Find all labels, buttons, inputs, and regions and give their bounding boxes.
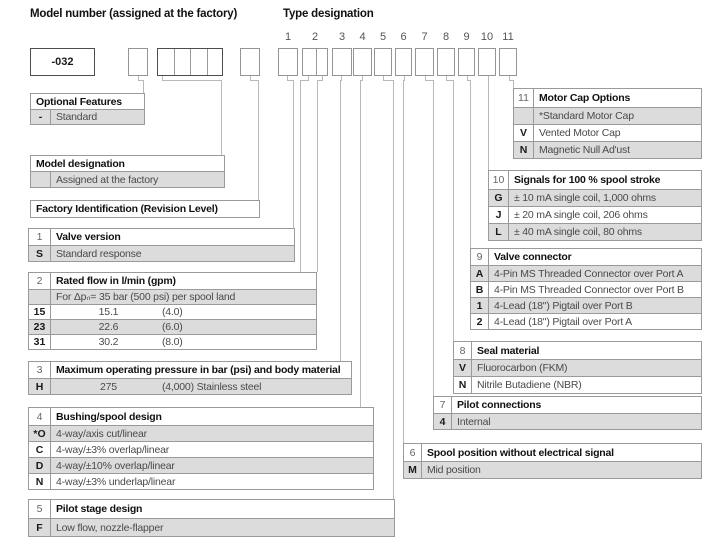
row-desc [422, 462, 701, 478]
row-desc-text: Assigned at the factory [56, 173, 159, 186]
row-desc [489, 282, 701, 297]
row-code: G [489, 190, 509, 206]
table-t6 [403, 443, 702, 479]
row-desc-text: Mid position [427, 464, 481, 476]
table-row [454, 359, 701, 376]
row-desc [51, 519, 394, 536]
table-header-row [454, 342, 701, 359]
row-desc [472, 377, 701, 393]
table-t9 [470, 248, 702, 330]
connector-line [300, 80, 301, 272]
row-desc-text: 4-Pin MS Threaded Connector over Port A [494, 267, 684, 280]
row-desc [534, 125, 701, 141]
row-desc-text: ± 10 mA single coil, 1,000 ohms [514, 192, 656, 204]
row-paren-value: (8.0) [162, 336, 183, 348]
row-desc-text: Vented Motor Cap [539, 127, 621, 139]
table-header-row [489, 171, 701, 189]
row-code: L [489, 224, 509, 240]
table-number: 5 [29, 500, 51, 518]
table-title-text: Valve version [56, 231, 121, 243]
table-title [31, 201, 259, 217]
row-desc-text: Standard [56, 111, 98, 123]
table-number: 11 [514, 89, 534, 107]
table-row [454, 376, 701, 393]
row-code: B [471, 282, 489, 297]
type-box-7 [415, 48, 434, 76]
model-designation-box-group [157, 48, 223, 76]
table-title [31, 94, 144, 109]
row-code: A [471, 266, 489, 281]
table-row [471, 265, 701, 281]
model-number-value: -032 [51, 56, 74, 68]
table-row [471, 281, 701, 297]
type-box-9 [458, 48, 475, 76]
type-box-1 [278, 48, 298, 76]
connector-elbow [162, 80, 222, 81]
row-code: 4 [434, 414, 452, 429]
table-title-text: Model designation [36, 157, 125, 170]
row-desc [472, 360, 701, 376]
table-row [514, 124, 701, 141]
table-title [51, 408, 373, 425]
row-code: N [454, 377, 472, 393]
row-value: 15.1 [98, 306, 119, 318]
position-number: 1 [284, 31, 292, 43]
table-header-row [29, 273, 316, 289]
row-desc-text: 4-Pin MS Threaded Connector over Port B [494, 283, 684, 296]
type-box-3 [332, 48, 352, 76]
table-t2 [28, 272, 317, 350]
table-row [29, 473, 373, 489]
row-desc-text: Magnetic Null Ad'ust [539, 144, 630, 156]
table-header-row [29, 408, 373, 425]
row-desc-text: 4-way/±3% overlap/linear [56, 443, 170, 456]
type-box-6 [395, 48, 412, 76]
row-code: J [489, 207, 509, 223]
table-model-designation [30, 155, 225, 188]
row-desc-text: Internal [457, 415, 491, 428]
row-desc [489, 314, 701, 329]
row-value: 22.6 [98, 321, 119, 333]
row-code: V [454, 360, 472, 376]
table-number: 7 [434, 397, 452, 413]
position-number: 2 [311, 31, 319, 43]
table-title [51, 500, 394, 518]
row-code: - [31, 110, 51, 124]
table-title [51, 362, 351, 378]
position-number: 8 [442, 31, 450, 43]
table-number: 3 [29, 362, 51, 378]
table-row [31, 171, 224, 187]
row-desc [534, 142, 701, 158]
row-paren-value: (4,000) Stainless steel [162, 380, 262, 393]
optional-features-box [128, 48, 148, 76]
box-divider [207, 49, 208, 75]
row-desc [452, 414, 701, 429]
table-title [472, 342, 701, 359]
row-desc-text: ± 20 mA single coil, 206 ohms [514, 209, 648, 221]
row-desc-text: 4-way/axis cut/linear [56, 427, 147, 440]
table-t7 [433, 396, 702, 430]
table-header-row [31, 94, 144, 109]
row-code: M [404, 462, 422, 478]
table-title [422, 444, 701, 461]
row-value: 275 [100, 380, 117, 393]
row-code: 31 [29, 335, 51, 349]
row-code [514, 108, 534, 124]
box-divider [174, 49, 175, 75]
type-box-8 [437, 48, 455, 76]
factory-identification-box [240, 48, 260, 76]
table-title-text: Signals for 100 % spool stroke [514, 174, 661, 186]
row-desc [509, 207, 701, 223]
row-code: D [29, 458, 51, 473]
table-row [489, 206, 701, 223]
table-optional-features [30, 93, 145, 125]
table-t10 [488, 170, 702, 241]
table-header-row [404, 444, 701, 461]
row-paren-value: (4.0) [162, 306, 183, 318]
table-row [29, 457, 373, 473]
row-desc-text: Fluorocarbon (FKM) [477, 362, 568, 374]
connector-line [143, 80, 144, 93]
type-box-10 [478, 48, 496, 76]
connector-line [221, 80, 222, 155]
table-row [29, 441, 373, 457]
row-desc [51, 110, 144, 124]
row-desc-text: *Standard Motor Cap [539, 110, 634, 122]
table-title-text: Bushing/spool design [56, 410, 162, 423]
connector-line [340, 80, 341, 361]
row-desc [534, 108, 701, 124]
table-t1 [28, 228, 295, 262]
table-header-row [29, 362, 351, 378]
position-number: 11 [502, 31, 514, 43]
row-desc-text: 4-way/±3% underlap/linear [56, 475, 176, 488]
table-title [51, 229, 294, 245]
table-header-row [471, 249, 701, 265]
row-code: N [514, 142, 534, 158]
table-row [29, 304, 316, 319]
box-divider [316, 49, 317, 75]
row-desc-text: ± 40 mA single coil, 80 ohms [514, 226, 642, 238]
model-number-heading: Model number (assigned at the factory) [30, 8, 238, 20]
table-title-text: Pilot connections [457, 399, 542, 411]
row-code [31, 172, 51, 187]
table-title-text: Seal material [477, 344, 540, 357]
connector-line [317, 80, 318, 272]
table-number: 4 [29, 408, 51, 425]
table-number: 1 [29, 229, 51, 245]
row-desc [489, 298, 701, 313]
connector-elbow [300, 80, 309, 81]
row-desc-text: Nitrile Butadiene (NBR) [477, 379, 582, 391]
table-t8 [453, 341, 702, 394]
row-code: V [514, 125, 534, 141]
type-box-5 [374, 48, 392, 76]
table-header-row [434, 397, 701, 413]
row-desc [51, 474, 373, 489]
position-number: 4 [359, 31, 366, 43]
row-code: 23 [29, 320, 51, 334]
row-desc [51, 246, 294, 261]
row-desc [489, 266, 701, 281]
type-box-4 [353, 48, 372, 76]
row-code: 2 [471, 314, 489, 329]
connector-line [293, 80, 294, 228]
row-desc [509, 190, 701, 206]
row-desc-text: 4-Lead (18") Pigtail over Port B [494, 299, 633, 312]
table-title [509, 171, 701, 189]
row-desc [51, 442, 373, 457]
table-t4 [28, 407, 374, 490]
connector-line [488, 80, 489, 170]
row-desc [51, 426, 373, 441]
table-row [29, 425, 373, 441]
table-title-text: Factory Identification (Revision Level) [36, 203, 218, 215]
box-divider [190, 49, 191, 75]
table-title-text: Maximum operating pressure in bar (psi) and body material [56, 364, 341, 376]
table-number: 8 [454, 342, 472, 359]
table-row [29, 334, 316, 349]
table-row [489, 223, 701, 240]
table-number: 6 [404, 444, 422, 461]
connector-line [453, 80, 454, 341]
table-row [29, 518, 394, 536]
table-title [489, 249, 701, 265]
table-header-row [31, 201, 259, 217]
row-desc [51, 335, 316, 349]
table-row [29, 378, 351, 394]
connector-line [513, 80, 514, 88]
table-subheader-row [29, 289, 316, 304]
table-row [514, 141, 701, 158]
position-number: 3 [338, 31, 346, 43]
table-header-row [514, 89, 701, 107]
table-row [404, 461, 701, 478]
table-row [29, 245, 294, 261]
connector-line [403, 80, 404, 443]
row-desc [51, 458, 373, 473]
position-number: 6 [400, 31, 407, 43]
row-code: H [29, 379, 51, 394]
row-code: 15 [29, 305, 51, 319]
table-t3 [28, 361, 352, 395]
row-desc-text: Standard response [56, 247, 142, 260]
type-box-11 [499, 48, 517, 76]
table-row [471, 297, 701, 313]
row-desc [509, 224, 701, 240]
table-factory-id [30, 200, 260, 218]
position-number: 7 [421, 31, 428, 43]
position-number: 9 [463, 31, 470, 43]
row-desc-text: 4-Lead (18") Pigtail over Port A [494, 315, 632, 328]
row-code: *O [29, 426, 51, 441]
row-desc [51, 320, 316, 334]
table-title-text: Optional Features [36, 95, 122, 108]
row-desc-text: 4-way/±10% overlap/linear [56, 459, 175, 472]
table-number: 9 [471, 249, 489, 265]
row-desc-text: Low flow, nozzle-flapper [56, 521, 164, 534]
table-number: 10 [489, 171, 509, 189]
type-box-2 [302, 48, 328, 76]
table-title-text: Valve connector [494, 251, 572, 263]
table-title-text: Spool position without electrical signal [427, 446, 614, 459]
table-row [29, 319, 316, 334]
row-desc [51, 290, 316, 304]
connector-line [433, 80, 434, 396]
table-header-row [31, 156, 224, 171]
table-title [534, 89, 701, 107]
row-code: S [29, 246, 51, 261]
position-number: 5 [379, 31, 387, 43]
table-row [489, 189, 701, 206]
table-header-row [29, 229, 294, 245]
connector-line [360, 80, 361, 407]
row-code [29, 290, 51, 304]
row-desc [51, 172, 224, 187]
model-number-box [30, 48, 95, 76]
table-t5 [28, 499, 395, 537]
row-code: 1 [471, 298, 489, 313]
row-desc [51, 305, 316, 319]
row-code: C [29, 442, 51, 457]
row-value: 30.2 [98, 336, 119, 348]
connector-line [470, 80, 471, 248]
table-title-text: Pilot stage design [56, 503, 143, 515]
type-designation-heading: Type designation [283, 8, 374, 20]
position-number: 10 [480, 31, 494, 43]
table-row [471, 313, 701, 329]
table-row [31, 109, 144, 124]
row-code: F [29, 519, 51, 536]
table-header-row [29, 500, 394, 518]
row-desc-text: For Δpₙ= 35 bar (500 psi) per spool land [56, 291, 236, 303]
connector-line [393, 80, 394, 499]
table-title-text: Motor Cap Options [539, 92, 631, 104]
table-title-text: Rated flow in l/min (gpm) [56, 275, 176, 287]
table-row [514, 107, 701, 124]
row-desc [51, 379, 351, 394]
table-number: 2 [29, 273, 51, 289]
row-code: N [29, 474, 51, 489]
table-t11 [513, 88, 702, 159]
connector-line [258, 80, 259, 200]
table-title [31, 156, 224, 171]
row-paren-value: (6.0) [162, 321, 183, 333]
table-title [452, 397, 701, 413]
table-title [51, 273, 316, 289]
table-row [434, 413, 701, 429]
